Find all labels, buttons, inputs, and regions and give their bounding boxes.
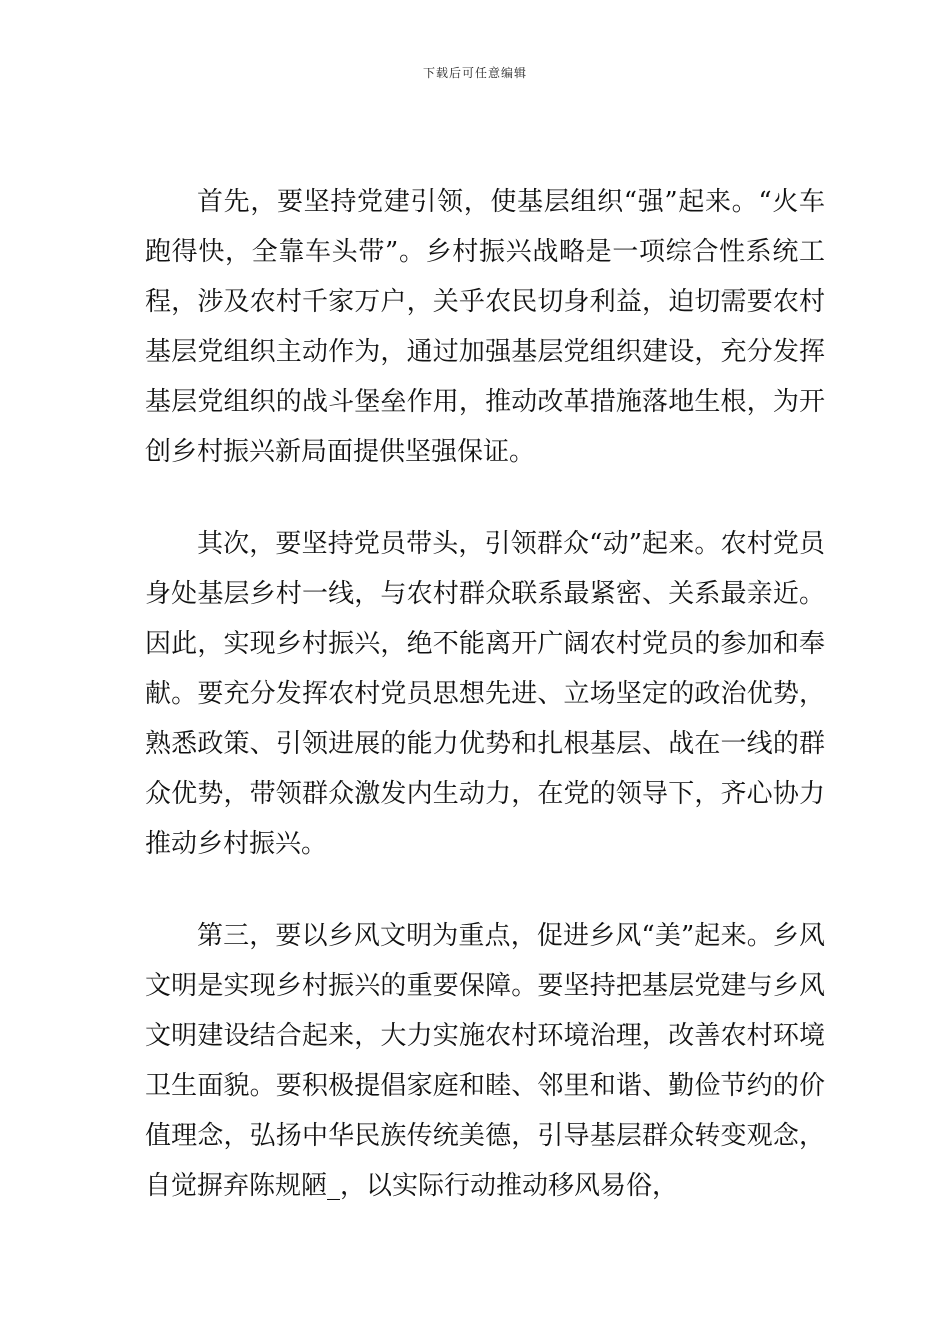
paragraph-second: 其次，要坚持党员带头，引领群众“动”起来。农村党员身处基层乡村一线，与农村群众联系最紧密、关系最亲近。因此，实现乡村振兴，绝不能离开广阔农村党员的参加和奉献。要充分发挥农村党员思想先进、立场坚定的政治优势，熟悉政策、引领进展的能力优势和扎根基层、战在一线的群众优势，带领群众激发内生动力，在党的领导下，齐心协力推动乡村振兴。 bbox=[145, 529, 825, 859]
document-body bbox=[145, 177, 825, 1211]
paragraph-third: 第三，要以乡风文明为重点，促进乡风“美”起来。乡风文明是实现乡村振兴的重要保障。要坚持把基层党建与乡风文明建设结合起来，大力实施农村环境治理，改善农村环境卫生面貌。要积极提倡家庭和睦、邻里和谐、勤俭节约的价值理念，弘扬中华民族传统美德，引导基层群众转变观念，自觉摒弃陈规陋_，以实际行动推动移风易俗， bbox=[145, 921, 825, 1201]
page-header: 下载后可任意编辑 bbox=[422, 66, 527, 80]
paragraph-first: 首先，要坚持党建引领，使基层组织“强”起来。“火车跑得快，全靠车头带”。乡村振兴战略是一项综合性系统工程，涉及农村千家万户，关乎农民切身利益，迫切需要农村基层党组织主动作为，通过加强基层党组织建设，充分发挥基层党组织的战斗堡垒作用，推动改革措施落地生根，为开创乡村振兴新局面提供坚强保证。 bbox=[145, 187, 825, 467]
